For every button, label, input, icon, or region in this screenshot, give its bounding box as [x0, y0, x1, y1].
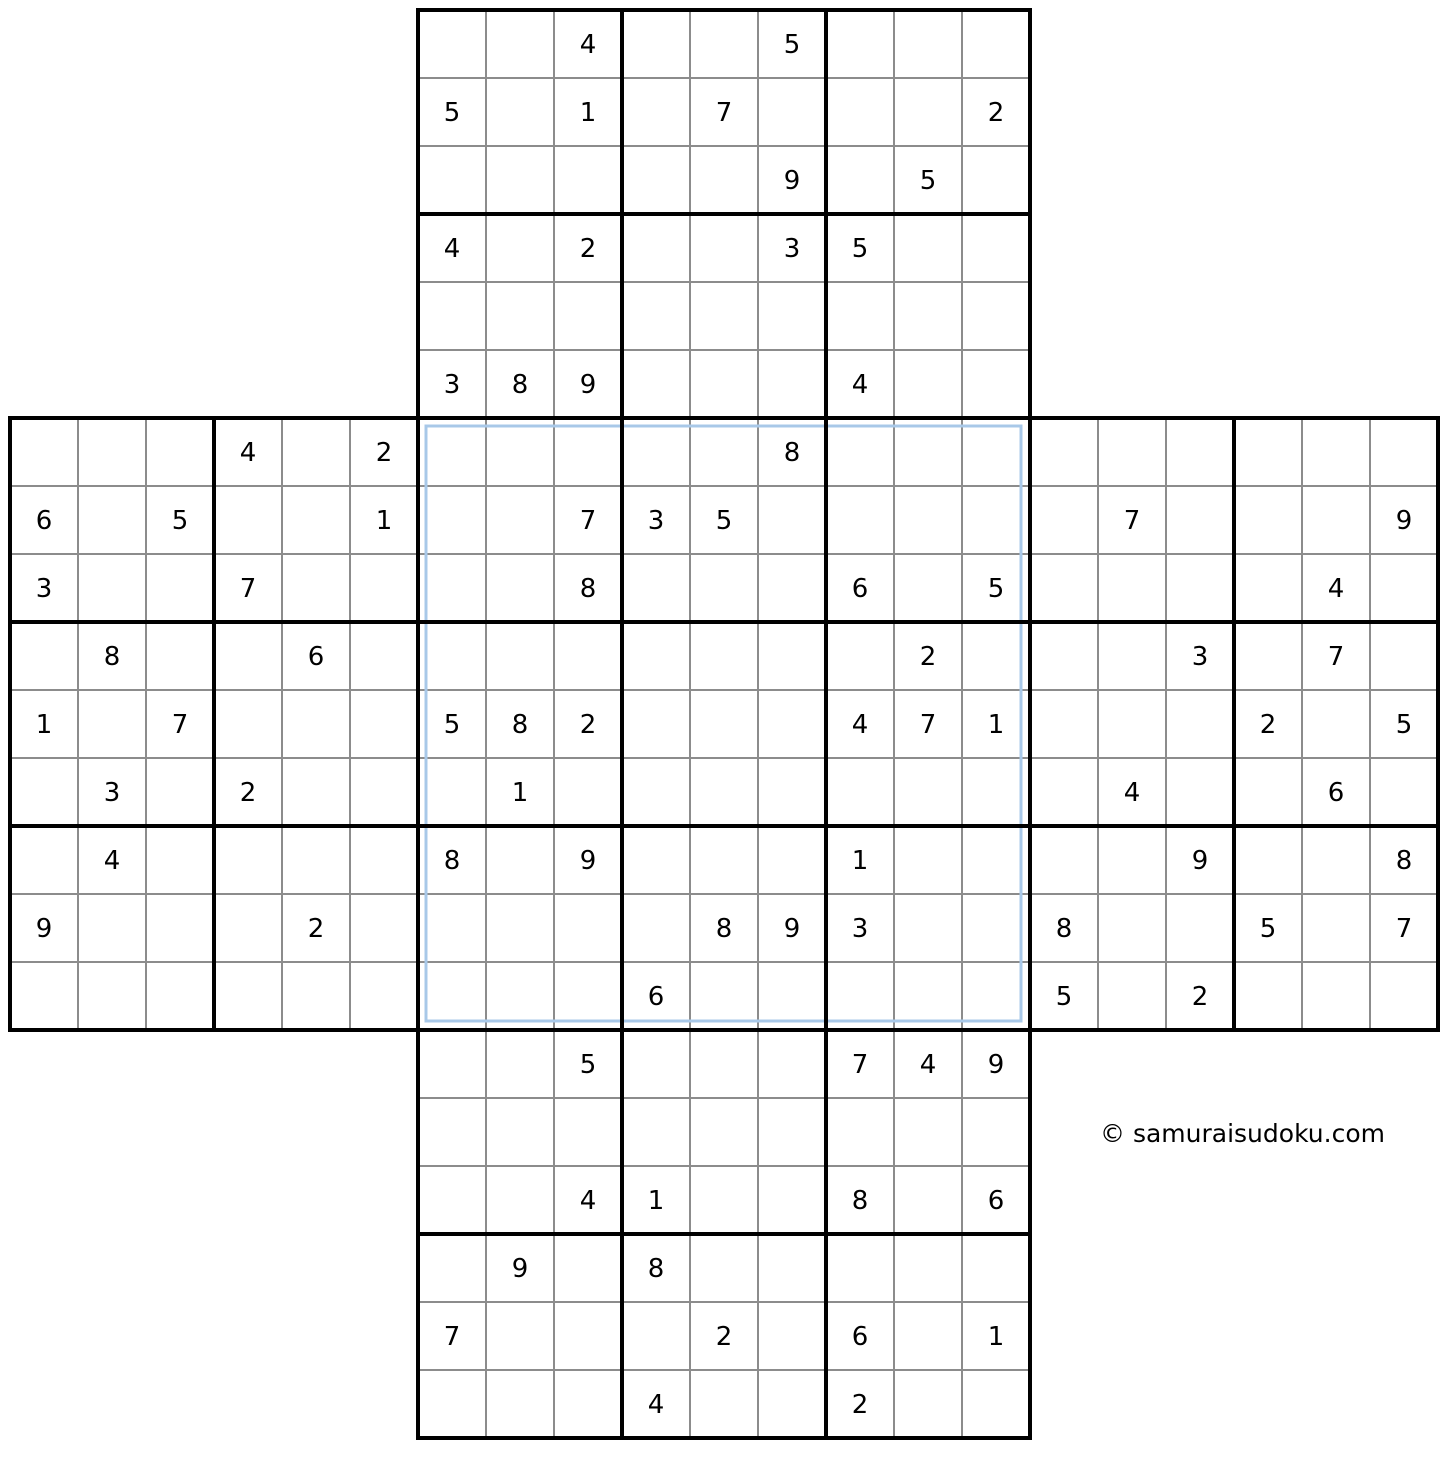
- sudoku-cell[interactable]: [758, 554, 826, 622]
- sudoku-cell[interactable]: [758, 690, 826, 758]
- sudoku-cell[interactable]: [690, 826, 758, 894]
- cell-digit: 4: [919, 1050, 937, 1080]
- sudoku-cell[interactable]: [146, 894, 214, 962]
- sudoku-cell[interactable]: [350, 622, 418, 690]
- sudoku-cell[interactable]: [78, 486, 146, 554]
- sudoku-cell[interactable]: [622, 622, 690, 690]
- sudoku-cell[interactable]: [690, 1370, 758, 1438]
- cell-digit: 8: [103, 642, 121, 672]
- cell-digit: 8: [579, 574, 597, 604]
- sudoku-cell[interactable]: [10, 826, 78, 894]
- cell-digit: 3: [851, 914, 869, 944]
- sudoku-cell[interactable]: [826, 1234, 894, 1302]
- cell-digit: 4: [647, 1390, 665, 1420]
- sudoku-cell[interactable]: [826, 758, 894, 826]
- sudoku-cell[interactable]: [282, 554, 350, 622]
- sudoku-cell[interactable]: [418, 282, 486, 350]
- sudoku-cell[interactable]: [78, 418, 146, 486]
- sudoku-cell[interactable]: [10, 962, 78, 1030]
- sudoku-cell[interactable]: [962, 1234, 1030, 1302]
- sudoku-cell[interactable]: [894, 214, 962, 282]
- sudoku-cell[interactable]: [418, 1370, 486, 1438]
- sudoku-cell[interactable]: [486, 418, 554, 486]
- cell-digit: 5: [171, 506, 189, 536]
- cell-digit: 6: [35, 506, 53, 536]
- sudoku-cell[interactable]: [1030, 758, 1098, 826]
- sudoku-cell[interactable]: [554, 1370, 622, 1438]
- cell-digit: 1: [647, 1186, 665, 1216]
- cell-digit: 8: [1055, 914, 1073, 944]
- cell-digit: 7: [715, 98, 733, 128]
- sudoku-cell[interactable]: [1166, 758, 1234, 826]
- cell-digit: 8: [511, 710, 529, 740]
- sudoku-cell[interactable]: [418, 418, 486, 486]
- sudoku-cell[interactable]: [1234, 826, 1302, 894]
- sudoku-cell[interactable]: [418, 486, 486, 554]
- cell-digit: 3: [443, 370, 461, 400]
- sudoku-cell[interactable]: [418, 1098, 486, 1166]
- sudoku-cell[interactable]: [486, 214, 554, 282]
- sudoku-cell[interactable]: [282, 690, 350, 758]
- sudoku-cell[interactable]: [690, 1234, 758, 1302]
- sudoku-cell[interactable]: [1370, 418, 1438, 486]
- cell-digit: 3: [35, 574, 53, 604]
- sudoku-cell[interactable]: [622, 282, 690, 350]
- cell-digit: 8: [511, 370, 529, 400]
- sudoku-cell[interactable]: [486, 1030, 554, 1098]
- sudoku-cell[interactable]: [486, 486, 554, 554]
- sudoku-cell[interactable]: [622, 758, 690, 826]
- cell-digit: 7: [443, 1322, 461, 1352]
- cell-digit: 2: [919, 642, 937, 672]
- cell-digit: 4: [443, 234, 461, 264]
- sudoku-cell[interactable]: [826, 622, 894, 690]
- sudoku-cell[interactable]: [758, 1370, 826, 1438]
- sudoku-cell[interactable]: [554, 622, 622, 690]
- sudoku-cell[interactable]: [146, 962, 214, 1030]
- sudoku-cell[interactable]: [554, 758, 622, 826]
- sudoku-cell[interactable]: [690, 758, 758, 826]
- sudoku-cell[interactable]: [690, 350, 758, 418]
- cell-digit: 9: [1395, 506, 1413, 536]
- sudoku-cell[interactable]: [554, 282, 622, 350]
- sudoku-cell[interactable]: [758, 1234, 826, 1302]
- sudoku-cell[interactable]: [826, 282, 894, 350]
- sudoku-cell[interactable]: [486, 894, 554, 962]
- cell-digit: 2: [307, 914, 325, 944]
- sudoku-cell[interactable]: [690, 214, 758, 282]
- sudoku-cell[interactable]: [78, 962, 146, 1030]
- cell-digit: 1: [851, 846, 869, 876]
- cell-digit: 2: [579, 710, 597, 740]
- sudoku-cell[interactable]: [690, 10, 758, 78]
- sudoku-cell[interactable]: [758, 282, 826, 350]
- cell-digit: 7: [239, 574, 257, 604]
- sudoku-cell[interactable]: [418, 1234, 486, 1302]
- cell-digit: 2: [987, 98, 1005, 128]
- sudoku-cell[interactable]: [622, 10, 690, 78]
- sudoku-cell[interactable]: [214, 962, 282, 1030]
- cell-digit: 6: [851, 1322, 869, 1352]
- sudoku-cell[interactable]: [1098, 554, 1166, 622]
- cell-digit: 9: [511, 1254, 529, 1284]
- cell-digit: 6: [647, 982, 665, 1012]
- cell-digit: 1: [579, 98, 597, 128]
- sudoku-cell[interactable]: [826, 146, 894, 214]
- sudoku-cell[interactable]: [146, 554, 214, 622]
- sudoku-cell[interactable]: [1098, 826, 1166, 894]
- sudoku-cell[interactable]: [758, 1030, 826, 1098]
- sudoku-cell[interactable]: [418, 146, 486, 214]
- sudoku-cell[interactable]: [554, 146, 622, 214]
- sudoku-cell[interactable]: [10, 758, 78, 826]
- sudoku-cell[interactable]: [554, 418, 622, 486]
- sudoku-cell[interactable]: [554, 1098, 622, 1166]
- cell-digit: 5: [443, 98, 461, 128]
- sudoku-cell[interactable]: [1302, 418, 1370, 486]
- sudoku-cell[interactable]: [282, 418, 350, 486]
- sudoku-cell[interactable]: [962, 1098, 1030, 1166]
- sudoku-cell[interactable]: [690, 418, 758, 486]
- sudoku-cell[interactable]: [690, 1166, 758, 1234]
- sudoku-cell[interactable]: [1370, 962, 1438, 1030]
- cell-digit: 6: [1327, 778, 1345, 808]
- cell-digit: 9: [35, 914, 53, 944]
- sudoku-cell[interactable]: [758, 486, 826, 554]
- sudoku-cell[interactable]: [826, 486, 894, 554]
- sudoku-cell[interactable]: [282, 962, 350, 1030]
- cell-digit: 2: [375, 438, 393, 468]
- cell-digit: 7: [1123, 506, 1141, 536]
- cell-digit: 5: [579, 1050, 597, 1080]
- sudoku-cell[interactable]: [1370, 622, 1438, 690]
- cell-digit: 4: [851, 370, 869, 400]
- sudoku-cell[interactable]: [622, 1030, 690, 1098]
- cell-digit: 1: [987, 710, 1005, 740]
- sudoku-cell[interactable]: [1302, 962, 1370, 1030]
- sudoku-cell[interactable]: [1098, 690, 1166, 758]
- sudoku-cell[interactable]: [282, 758, 350, 826]
- cell-digit: 3: [1191, 642, 1209, 672]
- sudoku-cell[interactable]: [894, 554, 962, 622]
- cell-digit: 2: [239, 778, 257, 808]
- sudoku-cell[interactable]: [894, 1302, 962, 1370]
- sudoku-cell[interactable]: [962, 214, 1030, 282]
- sudoku-cell[interactable]: [146, 758, 214, 826]
- sudoku-cell[interactable]: [486, 554, 554, 622]
- sudoku-cell[interactable]: [282, 826, 350, 894]
- sudoku-cell[interactable]: [1234, 962, 1302, 1030]
- cell-digit: 2: [851, 1390, 869, 1420]
- cell-digit: 8: [715, 914, 733, 944]
- sudoku-cell[interactable]: [894, 418, 962, 486]
- cell-digit: 5: [1395, 710, 1413, 740]
- sudoku-cell[interactable]: [418, 758, 486, 826]
- cell-digit: 6: [851, 574, 869, 604]
- cell-digit: 1: [35, 710, 53, 740]
- sudoku-cell[interactable]: [962, 1370, 1030, 1438]
- sudoku-cell[interactable]: [622, 214, 690, 282]
- sudoku-cell[interactable]: [894, 10, 962, 78]
- sudoku-cell[interactable]: [418, 554, 486, 622]
- sudoku-cell[interactable]: [894, 758, 962, 826]
- sudoku-cell[interactable]: [1302, 486, 1370, 554]
- cell-digit: 5: [1259, 914, 1277, 944]
- sudoku-cell[interactable]: [350, 554, 418, 622]
- sudoku-cell[interactable]: [1302, 826, 1370, 894]
- sudoku-cell[interactable]: [350, 894, 418, 962]
- cell-digit: 5: [1055, 982, 1073, 1012]
- cell-digit: 8: [783, 438, 801, 468]
- sudoku-cell[interactable]: [894, 1370, 962, 1438]
- sudoku-cell[interactable]: [146, 826, 214, 894]
- cell-digit: 2: [715, 1322, 733, 1352]
- sudoku-cell[interactable]: [78, 894, 146, 962]
- cell-digit: 8: [1395, 846, 1413, 876]
- sudoku-cell[interactable]: [486, 146, 554, 214]
- sudoku-cell[interactable]: [350, 758, 418, 826]
- cell-digit: 7: [851, 1050, 869, 1080]
- sudoku-cell[interactable]: [486, 1302, 554, 1370]
- cell-digit: 1: [987, 1322, 1005, 1352]
- cell-digit: 3: [647, 506, 665, 536]
- sudoku-cell[interactable]: [1166, 486, 1234, 554]
- sudoku-cell[interactable]: [418, 894, 486, 962]
- cell-digit: 7: [919, 710, 937, 740]
- sudoku-cell[interactable]: [894, 1098, 962, 1166]
- sudoku-cell[interactable]: [418, 622, 486, 690]
- sudoku-cell[interactable]: [690, 622, 758, 690]
- sudoku-cell[interactable]: [486, 1370, 554, 1438]
- sudoku-cell[interactable]: [486, 282, 554, 350]
- sudoku-cell[interactable]: [78, 690, 146, 758]
- cell-digit: 2: [1259, 710, 1277, 740]
- sudoku-cell[interactable]: [78, 554, 146, 622]
- sudoku-cell[interactable]: [350, 690, 418, 758]
- sudoku-cell[interactable]: [1098, 962, 1166, 1030]
- cell-digit: 7: [579, 506, 597, 536]
- sudoku-cell[interactable]: [214, 486, 282, 554]
- sudoku-cell[interactable]: [214, 826, 282, 894]
- sudoku-cell[interactable]: [214, 894, 282, 962]
- sudoku-cell[interactable]: [622, 1098, 690, 1166]
- sudoku-cell[interactable]: [418, 1166, 486, 1234]
- cell-digit: 8: [647, 1254, 665, 1284]
- sudoku-cell[interactable]: [894, 1166, 962, 1234]
- sudoku-cell[interactable]: [10, 622, 78, 690]
- cell-digit: 7: [1395, 914, 1413, 944]
- sudoku-cell[interactable]: [894, 486, 962, 554]
- sudoku-cell[interactable]: [350, 962, 418, 1030]
- cell-digit: 4: [851, 710, 869, 740]
- sudoku-cell[interactable]: [758, 78, 826, 146]
- sudoku-cell[interactable]: [826, 1098, 894, 1166]
- sudoku-cell[interactable]: [622, 78, 690, 146]
- sudoku-cell[interactable]: [622, 350, 690, 418]
- sudoku-cell[interactable]: [1030, 826, 1098, 894]
- cell-digit: 4: [1327, 574, 1345, 604]
- sudoku-cell[interactable]: [690, 554, 758, 622]
- sudoku-cell[interactable]: [622, 418, 690, 486]
- sudoku-cell[interactable]: [214, 690, 282, 758]
- sudoku-cell[interactable]: [962, 282, 1030, 350]
- sudoku-cell[interactable]: [486, 826, 554, 894]
- sudoku-cell[interactable]: [622, 554, 690, 622]
- sudoku-cell[interactable]: [758, 350, 826, 418]
- sudoku-cell[interactable]: [1234, 418, 1302, 486]
- cell-digit: 4: [1123, 778, 1141, 808]
- sudoku-cell[interactable]: [1234, 554, 1302, 622]
- sudoku-cell[interactable]: [962, 350, 1030, 418]
- sudoku-cell[interactable]: [214, 622, 282, 690]
- sudoku-cell[interactable]: [758, 826, 826, 894]
- cell-digit: 2: [579, 234, 597, 264]
- cell-digit: 6: [987, 1186, 1005, 1216]
- cell-digit: 7: [1327, 642, 1345, 672]
- sudoku-cell[interactable]: [1098, 418, 1166, 486]
- cell-digit: 6: [307, 642, 325, 672]
- sudoku-cell[interactable]: [1302, 894, 1370, 962]
- sudoku-cell[interactable]: [1166, 418, 1234, 486]
- cell-digit: 4: [103, 846, 121, 876]
- sudoku-cell[interactable]: [1030, 622, 1098, 690]
- cell-digit: 5: [443, 710, 461, 740]
- sudoku-cell[interactable]: [622, 1302, 690, 1370]
- sudoku-cell[interactable]: [758, 1302, 826, 1370]
- sudoku-cell[interactable]: [758, 622, 826, 690]
- sudoku-cell[interactable]: [146, 622, 214, 690]
- sudoku-cell[interactable]: [962, 10, 1030, 78]
- cell-digit: 9: [783, 166, 801, 196]
- sudoku-cell[interactable]: [486, 10, 554, 78]
- sudoku-cell[interactable]: [894, 894, 962, 962]
- sudoku-cell[interactable]: [758, 1098, 826, 1166]
- sudoku-cell[interactable]: [1030, 554, 1098, 622]
- cell-digit: 4: [579, 1186, 597, 1216]
- cell-digit: 9: [987, 1050, 1005, 1080]
- cell-digit: 2: [1191, 982, 1209, 1012]
- sudoku-cell[interactable]: [690, 146, 758, 214]
- sudoku-cell[interactable]: [758, 758, 826, 826]
- cell-digit: 4: [579, 30, 597, 60]
- sudoku-cell[interactable]: [962, 146, 1030, 214]
- cell-digit: 4: [239, 438, 257, 468]
- cell-digit: 7: [171, 710, 189, 740]
- sudoku-cell[interactable]: [1370, 554, 1438, 622]
- sudoku-cell[interactable]: [1234, 758, 1302, 826]
- sudoku-cell[interactable]: [1030, 690, 1098, 758]
- sudoku-cell[interactable]: [622, 146, 690, 214]
- sudoku-cell[interactable]: [418, 1030, 486, 1098]
- sudoku-cell[interactable]: [1098, 622, 1166, 690]
- sudoku-cell[interactable]: [1166, 554, 1234, 622]
- sudoku-cell[interactable]: [1098, 894, 1166, 962]
- cell-layer: [10, 10, 1438, 1438]
- sudoku-cell[interactable]: [826, 418, 894, 486]
- sudoku-cell[interactable]: [1166, 894, 1234, 962]
- cell-digit: 1: [375, 506, 393, 536]
- sudoku-cell[interactable]: [554, 1302, 622, 1370]
- sudoku-cell[interactable]: [486, 78, 554, 146]
- cell-digit: 3: [783, 234, 801, 264]
- sudoku-cell[interactable]: [622, 690, 690, 758]
- sudoku-cell[interactable]: [486, 1166, 554, 1234]
- sudoku-cell[interactable]: [282, 486, 350, 554]
- cell-digit: 5: [987, 574, 1005, 604]
- sudoku-cell[interactable]: [826, 78, 894, 146]
- cell-digit: 8: [851, 1186, 869, 1216]
- sudoku-cell[interactable]: [894, 1234, 962, 1302]
- sudoku-cell[interactable]: [690, 1030, 758, 1098]
- sudoku-cell[interactable]: [758, 1166, 826, 1234]
- sudoku-cell[interactable]: [690, 1098, 758, 1166]
- sudoku-cell[interactable]: [486, 622, 554, 690]
- sudoku-cell[interactable]: [1030, 418, 1098, 486]
- sudoku-cell[interactable]: [690, 690, 758, 758]
- sudoku-cell[interactable]: [554, 1234, 622, 1302]
- sudoku-cell[interactable]: [690, 282, 758, 350]
- sudoku-cell[interactable]: [894, 826, 962, 894]
- sudoku-cell[interactable]: [418, 10, 486, 78]
- sudoku-cell[interactable]: [894, 282, 962, 350]
- cell-digit: 9: [783, 914, 801, 944]
- cell-digit: 5: [919, 166, 937, 196]
- sudoku-cell[interactable]: [1234, 486, 1302, 554]
- cell-digit: 9: [579, 846, 597, 876]
- sudoku-cell[interactable]: [350, 826, 418, 894]
- sudoku-cell[interactable]: [622, 894, 690, 962]
- sudoku-cell[interactable]: [486, 1098, 554, 1166]
- sudoku-cell[interactable]: [894, 78, 962, 146]
- sudoku-cell[interactable]: [1166, 690, 1234, 758]
- cell-digit: 1: [511, 778, 529, 808]
- cell-digit: 5: [783, 30, 801, 60]
- cell-digit: 9: [579, 370, 597, 400]
- sudoku-cell[interactable]: [1302, 690, 1370, 758]
- cell-digit: 3: [103, 778, 121, 808]
- site-credit: © samuraisudoku.com: [1100, 1119, 1385, 1148]
- sudoku-cell[interactable]: [1234, 622, 1302, 690]
- sudoku-cell[interactable]: [146, 418, 214, 486]
- sudoku-cell[interactable]: [10, 418, 78, 486]
- sudoku-cell[interactable]: [622, 826, 690, 894]
- cell-digit: 5: [715, 506, 733, 536]
- sudoku-cell[interactable]: [1370, 758, 1438, 826]
- sudoku-cell[interactable]: [826, 10, 894, 78]
- cell-digit: 8: [443, 846, 461, 876]
- cell-digit: 5: [851, 234, 869, 264]
- sudoku-cell[interactable]: [1030, 486, 1098, 554]
- sudoku-cell[interactable]: [554, 894, 622, 962]
- sudoku-cell[interactable]: [894, 350, 962, 418]
- cell-digit: 9: [1191, 846, 1209, 876]
